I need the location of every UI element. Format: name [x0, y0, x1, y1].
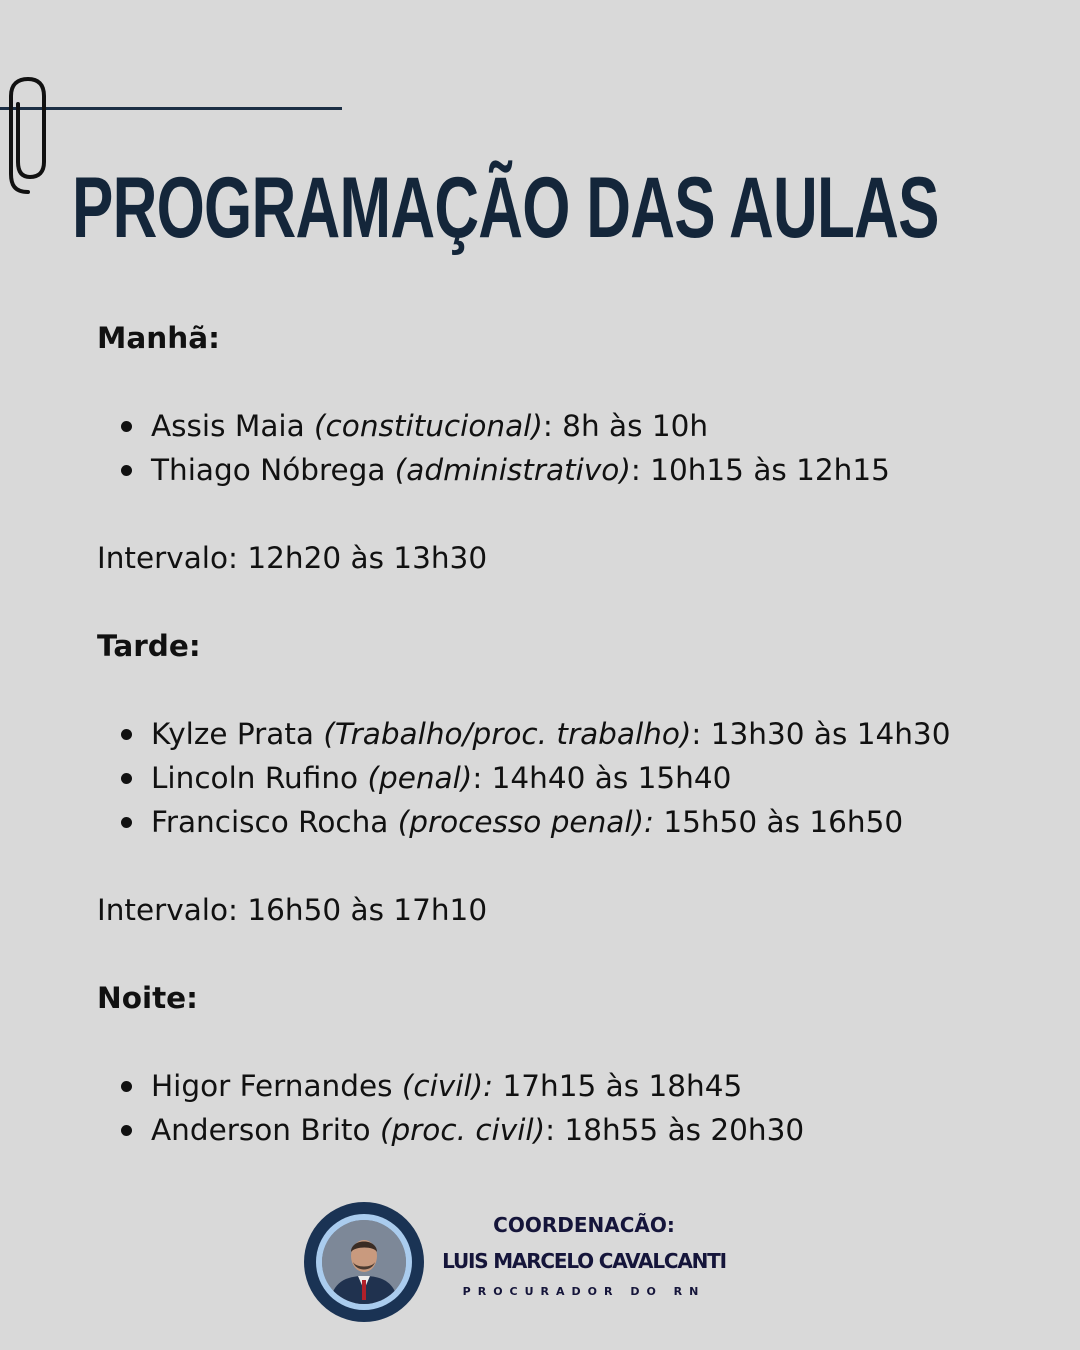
- list-item: [97, 712, 997, 756]
- teacher-name: Lincoln Rufino: [151, 761, 368, 795]
- section-heading: Tarde:: [97, 629, 201, 663]
- class-time: : 8h às 10h: [542, 409, 709, 443]
- bullet-icon: [121, 465, 132, 476]
- subject: (civil):: [401, 1069, 494, 1103]
- coordinator-name: LUIS MARCELO CAVALCANTI: [442, 1249, 726, 1273]
- class-time: : 10h15 às 12h15: [630, 453, 890, 487]
- section-night: [97, 976, 997, 1152]
- subject: (Trabalho/proc. trabalho): [323, 717, 692, 751]
- teacher-name: Anderson Brito: [151, 1113, 380, 1147]
- class-list: [97, 1064, 997, 1152]
- teacher-name: Thiago Nóbrega: [151, 453, 395, 487]
- class-time: : 13h30 às 14h30: [691, 717, 951, 751]
- coordinator-role: PROCURADOR DO RN: [462, 1285, 706, 1298]
- paperclip-icon: [6, 76, 50, 198]
- avatar: [304, 1202, 424, 1322]
- bullet-icon: [121, 421, 132, 432]
- class-time: 15h50 às 16h50: [654, 805, 904, 839]
- list-item: [97, 404, 997, 448]
- class-list: [97, 712, 997, 844]
- interval-text: Intervalo: 16h50 às 17h10: [97, 893, 488, 927]
- list-item: [97, 1064, 997, 1108]
- section-morning: [97, 316, 997, 580]
- section-heading: Noite:: [97, 981, 198, 1015]
- list-item: [97, 1108, 997, 1152]
- coordination-block: [304, 1202, 744, 1324]
- teacher-name: Kylze Prata: [151, 717, 324, 751]
- page-title: PROGRAMAÇÃO DAS AULAS: [72, 160, 939, 256]
- person-icon: [322, 1220, 406, 1304]
- avatar-photo: [322, 1220, 406, 1304]
- subject: (constitucional): [314, 409, 543, 443]
- bullet-icon: [121, 1125, 132, 1136]
- bullet-icon: [121, 773, 132, 784]
- bullet-icon: [121, 729, 132, 740]
- class-time: : 14h40 às 15h40: [472, 761, 732, 795]
- section-afternoon: [97, 624, 997, 932]
- class-time: 17h15 às 18h45: [493, 1069, 743, 1103]
- list-item: [97, 756, 997, 800]
- teacher-name: Francisco Rocha: [151, 805, 398, 839]
- teacher-name: Higor Fernandes: [151, 1069, 402, 1103]
- bullet-icon: [121, 817, 132, 828]
- interval-text: Intervalo: 12h20 às 13h30: [97, 541, 488, 575]
- class-list: [97, 404, 997, 492]
- section-heading: Manhã:: [97, 321, 220, 355]
- teacher-name: Assis Maia: [151, 409, 315, 443]
- subject: (proc. civil): [379, 1113, 546, 1147]
- schedule: [97, 316, 997, 1196]
- coordination-text: [434, 1210, 734, 1302]
- avatar-ring: [316, 1214, 412, 1310]
- subject: (administrativo): [394, 453, 631, 487]
- subject: (penal): [367, 761, 473, 795]
- list-item: [97, 800, 997, 844]
- subject: (processo penal):: [397, 805, 654, 839]
- list-item: [97, 448, 997, 492]
- bullet-icon: [121, 1081, 132, 1092]
- class-time: : 18h55 às 20h30: [545, 1113, 805, 1147]
- top-divider-line: [0, 107, 342, 110]
- coordination-label: COORDENACÃO:: [493, 1213, 675, 1237]
